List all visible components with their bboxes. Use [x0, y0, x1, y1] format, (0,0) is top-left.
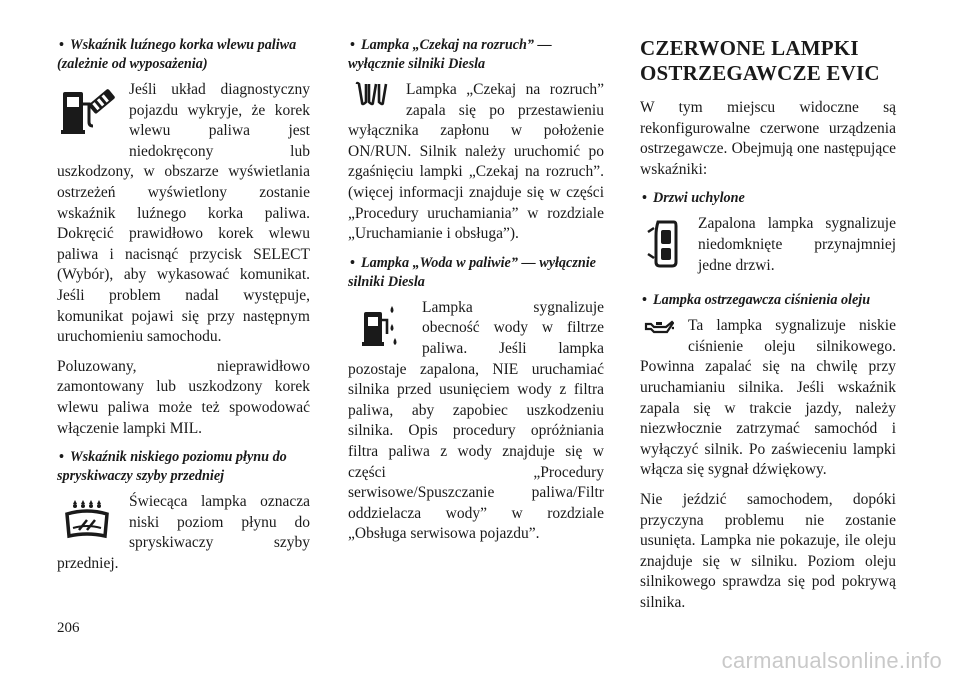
- column-left: [57, 36, 310, 583]
- fuel-cap-heading: • Wskaźnik luźnego korka wlewu paliwa (zależnie od wyposażenia): [57, 36, 310, 74]
- column-right: [640, 36, 896, 622]
- glow-plug-heading: • Lampka „Czekaj na rozruch” — wyłącznie silniki Diesla: [348, 36, 604, 74]
- section-heading: CZERWONE LAMPKI OSTRZEGAWCZE EVIC: [640, 36, 880, 85]
- oil-pressure-text-2: Nie jeździć samochodem, dopóki przyczyna problemu nie zostanie usunięta. Lampka nie pokazuje, ile oleju znajduje się w silniku. Poziom oleju silnikowego sprawdza się pod pokrywą silnika.: [640, 490, 896, 611]
- fuel-cap-text: Jeśli układ diagnostyczny pojazdu wykryje, że korek wlewu paliwa jest niedokręcony lub uszkodzony, w obszarze wyświetlania ostrzeżeń wyświetlony zostanie wskaźnik luźnego korka paliwa. Dokręcić prawidłowo korek wlewu paliwa i nacisnąć przycisk SELECT (Wybór), aby wykasować komunikat. Jeśli problem nadal występuje, komunikat pojawi się przy następnym uruchomieniu samochodu.: [57, 81, 310, 346]
- oil-can-icon: [644, 316, 674, 336]
- door-ajar-text: Zapalona lampka sygnalizuje niedomknięte przynajmniej jedne drzwi.: [698, 215, 896, 274]
- washer-text: Świecąca lampka oznacza niski poziom płynu do spryskiwaczy szyby przedniej.: [57, 493, 310, 572]
- section-intro: W tym miejscu widoczne są rekonfigurowalne czerwone urządzenia ostrzegawcze. Obejmują one następujące wskaźniki:: [640, 99, 896, 178]
- door-ajar-icon: [646, 218, 678, 268]
- oil-pressure-text: Ta lampka sygnalizuje niskie ciśnienie oleju silnikowego. Powinna zapalać się na chwilę przy uruchamianiu silnika. Jeśli wskaźnik zapala się w trakcie jazdy, należy niezwłocznie zatrzymać samochód i wyłączyć silnik. Po zaświeceniu lampki włącza się sygnał dźwiękowy.: [640, 317, 896, 479]
- fuel-cap-text-2: Poluzowany, nieprawidłowo zamontowany lub uszkodzony korek wlewu paliwa może też spowodować włączenie lampki MIL.: [57, 357, 310, 437]
- oil-pressure-heading: • Lampka ostrzegawcza ciśnienia oleju: [640, 291, 896, 310]
- page-number: 206: [57, 620, 80, 636]
- watermark: carmanualsonline.info: [721, 648, 942, 673]
- door-ajar-heading: • Drzwi uchylone: [640, 189, 896, 208]
- water-in-fuel-icon: [362, 302, 400, 350]
- fuel-cap-icon: [59, 82, 115, 138]
- glow-plug-text: Lampka „Czekaj na rozruch” zapala się po przestawieniu wyłącznika zapłonu w położenie ON/RUN. Silnik należy uruchomić po zgaśnięciu lampki „Czekaj na rozruch”. (więcej informacji znajduje się w części „Procedury uruchamiania” w rozdziale „Uruchamianie i obsługa”).: [348, 81, 604, 243]
- washer-heading: • Wskaźnik niskiego poziomu płynu do spryskiwaczy szyby przedniej: [57, 448, 310, 486]
- glow-plug-icon: [354, 80, 388, 110]
- column-middle: [348, 36, 604, 554]
- water-in-fuel-heading: • Lampka „Woda w paliwie” — wyłącznie silniki Diesla: [348, 254, 604, 292]
- washer-fluid-icon: [63, 496, 111, 542]
- water-in-fuel-text: Lampka sygnalizuje obecność wody w filtrze paliwa. Jeśli lampka pozostaje zapalona, NIE uruchamiać silnika przed usunięciem wody z filtra paliwa, aby zapobiec uszkodzeniu silnika. Opis procedury opróżniania filtra paliwa z wody znajduje się w części „Procedury serwisowe/Spuszczanie paliwa/Filtr oddzielacza wody” w rozdziale „Obsługa serwisowa pojazdu”.: [348, 298, 604, 543]
